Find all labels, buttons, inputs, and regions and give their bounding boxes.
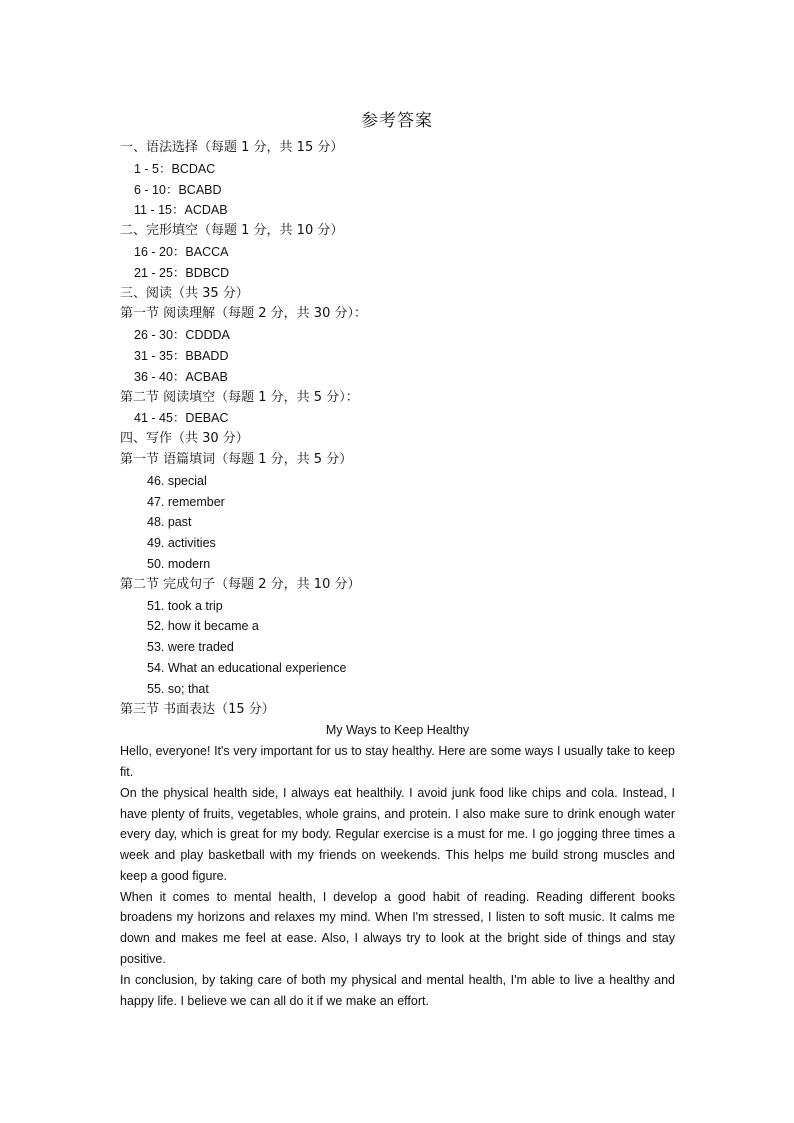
answer-line: 16 - 20：BACCA	[134, 244, 229, 259]
answer-line: 51. took a trip	[147, 598, 223, 613]
section-heading: 第一节 语篇填词（每题 1 分，共 5 分）	[120, 451, 353, 467]
essay-paragraph: In conclusion, by taking care of both my physical and mental health, I'm able to live a healthy and happy life. I believe we can all do it if we make an effort.	[120, 972, 675, 1008]
answer-line: 11 - 15：ACDAB	[134, 203, 228, 218]
answer-line: 36 - 40：ACBAB	[134, 369, 228, 384]
answer-line: 54. What an educational experience	[147, 660, 347, 675]
essay-paragraph: On the physical health side, I always eat healthily. I avoid junk food like chips and cola. Instead, I have plenty of fruits, vegetables, whole grains, and protein. I also make sure to drink enough water every day, which is great for my body. Regular exercise is a must for me. I go jogging three times a week and play basketball with my friends on weekends. This helps me build strong muscles and keep a good figure.	[120, 785, 675, 883]
section-heading: 四、写作（共 30 分）	[120, 431, 249, 447]
page-title: 参考答案	[361, 111, 433, 131]
section-heading: 第二节 阅读填空（每题 1 分，共 5 分）：	[120, 389, 359, 405]
answer-line: 48. past	[147, 515, 192, 530]
section-heading: 第二节 完成句子（每题 2 分，共 10 分）	[120, 576, 361, 592]
answer-line: 46. special	[147, 473, 207, 488]
section-heading: 第一节 阅读理解（每题 2 分，共 30 分）：	[120, 306, 367, 322]
answer-line: 31 - 35：BBADD	[134, 348, 229, 363]
essay-title: My Ways to Keep Healthy	[325, 723, 470, 738]
section-heading: 二、完形填空（每题 1 分，共 10 分）	[120, 223, 344, 239]
answer-line: 21 - 25：BDBCD	[134, 265, 230, 280]
answer-line: 47. remember	[147, 494, 225, 509]
answer-content	[120, 138, 675, 1011]
section-heading: 一、语法选择（每题 1 分，共 15 分）	[120, 140, 344, 155]
essay-paragraph: Hello, everyone! It's very important for us to stay healthy. Here are some ways I usually take to keep fit.	[120, 744, 675, 779]
answer-line: 6 - 10：BCABD	[134, 182, 222, 197]
answer-line: 26 - 30：CDDDA	[134, 328, 230, 343]
answer-line: 49. activities	[147, 536, 216, 551]
answer-line: 55. so; that	[147, 681, 209, 696]
section-heading: 第三节 书面表达（15 分）	[120, 701, 275, 717]
answer-line: 53. were traded	[147, 640, 234, 655]
section-heading: 三、阅读（共 35 分）	[120, 285, 249, 301]
answer-line: 50. modern	[147, 556, 211, 571]
answer-line: 52. how it became a	[147, 619, 259, 634]
answer-line: 1 - 5：BCDAC	[134, 161, 216, 176]
essay-paragraph: When it comes to mental health, I develop a good habit of reading. Reading different books broadens my horizons and relaxes my mind. When I'm stressed, I listen to soft music. It calms me down and makes me feel at ease. Also, I always try to look at the bright side of things and stay positive.	[120, 889, 675, 967]
answer-line: 41 - 45：DEBAC	[134, 411, 229, 426]
